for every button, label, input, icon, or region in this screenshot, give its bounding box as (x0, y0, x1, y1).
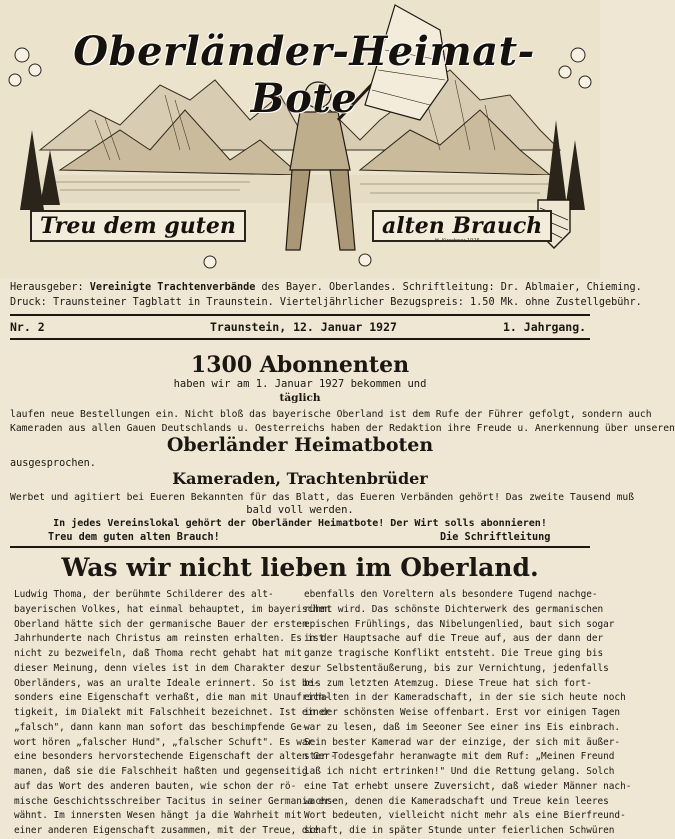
article-line: schaft, die in später Stunde unter feierlichen Schwüren (304, 825, 615, 836)
article-line: Oberland hätte sich der germanische Bauer der ersten (14, 618, 308, 630)
notice-subhead: Kameraden, Trachtenbrüder (172, 469, 428, 488)
divider-top (10, 314, 590, 316)
article-line: rühmt wird. Das schönste Dichterwerk des germanischen (304, 603, 604, 615)
notice-headline: 1300 Abonnenten (190, 352, 410, 378)
closing-right: Die Schriftleitung (440, 532, 551, 543)
article-line: erhalten in der Kameradschaft, in der sie sich heute noch (304, 692, 626, 704)
article-column-right (304, 588, 632, 839)
article-line: „falsch", dann kann man sofort das beschimpfende Ge- (14, 721, 308, 733)
publisher-rest: des Bayer. Oberlandes. (261, 282, 397, 293)
notice-line-6: Werbet und agitiert bei Eueren Bekannten für das Blatt, das Eueren Verbänden gehört! Das zweite Tausend muß (10, 492, 635, 503)
article-line: Ludwig Thoma, der berühmte Schilderer des alt- (14, 589, 274, 600)
publisher-label: Herausgeber: (10, 282, 84, 293)
divider-issue (10, 338, 590, 340)
notice-line-2: täglich (279, 392, 321, 404)
article-line: ganze tragische Konflikt entsteht. Die Treue ging bis (304, 648, 604, 659)
article-line: laß ich nicht ertrinken!" Und die Rettung gelang. Solch (304, 766, 615, 777)
article-line: zur Selbstentäußerung, bis zur Vernichtung, jedenfalls (304, 662, 609, 674)
subscription-price: Vierteljährlicher Bezugspreis: 1.50 Mk. ohne Zustellgebühr. (279, 297, 642, 308)
masthead (0, 0, 600, 278)
article-line: in der Hauptsache auf die Treue auf, aus der dann der (304, 633, 604, 645)
issue-place-date: Traunstein, 12. Januar 1927 (210, 320, 397, 334)
article-line: in der schönsten Weise offenbart. Erst vor einigen Tagen (304, 707, 621, 718)
article-line: bis zum letzten Atemzug. Diese Treue hat sich fort- (304, 677, 592, 689)
notice-line-3: laufen neue Bestellungen ein. Nicht bloß das bayerische Oberland ist dem Rufe der Führer gefolgt, sondern auch (10, 409, 652, 420)
closing-left: Treu dem guten alten Brauch! (48, 532, 220, 543)
article-line: dieser Meinung, denn vieles ist in dem Charakter des (14, 662, 308, 674)
article-headline: Was wir nicht lieben im Oberland. (61, 553, 539, 582)
article-line: sonders eine Eigenschaft verhaßt, die man mit Unaufrich- (14, 692, 331, 704)
issue-volume: 1. Jahrgang. (503, 320, 587, 334)
motto-right: alten Brauch (372, 210, 552, 242)
article-line: wort hören „falscher Hund", „falscher Schuft". Es war (14, 736, 314, 748)
notice-line-1: haben wir am 1. Januar 1927 bekommen und (173, 378, 427, 390)
article-line: Sein bester Kamerad war der einzige, der sich mit äußer- (304, 736, 621, 748)
divider-article (10, 546, 590, 548)
article-line: wähnt. Im innersten Wesen hängt ja die Wahrheit mit (14, 810, 302, 822)
article-line: Jahrhunderte nach Christus am reinsten erhalten. Es ist (14, 633, 325, 645)
article-line: ebenfalls den Voreltern als besondere Tugend nachge- (304, 589, 598, 600)
article-line: manen, daß sie die Falschheit haßten und gegenseitig (14, 766, 308, 777)
article-line: ster Todesgefahr heranwagte mit dem Ruf: „Meinen Freund (304, 751, 615, 763)
article-line: auf das Wort des anderen bauten, wie schon der rö- (14, 780, 297, 792)
publication-info (10, 280, 642, 310)
notice-line-7: bald voll werden. (246, 504, 354, 516)
notice-line-4: Kameraden aus allen Gauen Deutschlands u. Oesterreichs haben der Redaktion ihre Freude u. Anerkennung über unseren (10, 423, 675, 434)
paper-name: Oberländer Heimatboten (166, 434, 434, 456)
publisher-name: Vereinigte Trachtenverbände (89, 282, 256, 293)
notice-line-8: In jedes Vereinslokal gehört der Oberländer Heimatbote! Der Wirt solls abonnieren! (53, 518, 547, 529)
article-line: Oberländers, was an uralte Ideale erinnert. So ist be- (14, 677, 319, 689)
article-line: nicht zu bezweifeln, daß Thoma recht gehabt hat mit (14, 648, 302, 659)
editor-label: Schriftleitung: (402, 282, 495, 293)
notice-line-5: ausgesprochen. (10, 458, 96, 469)
issue-line (10, 320, 590, 338)
article-column-left (14, 588, 336, 839)
article-line: bayerischen Volkes, hat einmal behauptet, im bayerischen (14, 603, 331, 615)
masthead-title: Oberländer-Heimat-Bote (73, 28, 535, 122)
article-line: eine Tat erhebt unsere Zuversicht, daß wieder Männer nach- (304, 780, 632, 792)
article-line: war zu lesen, daß im Seeoner See einer ins Eis einbrach. (304, 721, 621, 733)
printer-label: Druck: (10, 297, 47, 308)
issue-number: Nr. 2 (10, 320, 45, 334)
printer-name: Traunsteiner Tagblatt in Traunstein. (52, 297, 274, 308)
article-line: wachsen, denen die Kameradschaft und Treue kein leeres (304, 795, 609, 807)
motto-left: Treu dem guten (30, 210, 246, 242)
article-line: mische Geschichtsschreiber Tacitus in seiner Germania er- (14, 795, 336, 807)
article-line: eine besonders hervorstechende Eigenschaft der alten Ger- (14, 751, 336, 763)
article-line: tigkeit, im Dialekt mit Falschheit bezeichnet. Ist einer (14, 707, 331, 718)
editor-name: Dr. Ablmaier, Chieming. (500, 282, 642, 293)
illustrator-signature: H. Kirschner 1926 (435, 238, 480, 244)
article-line: epischen Frühlings, das Nibelungenlied, baut sich sogar (304, 618, 615, 630)
article-line: einer anderen Eigenschaft zusammen, mit der Treue, die (14, 825, 319, 836)
article-line: Wort bedeuten, vielleicht nicht mehr als eine Bierfreund- (304, 810, 626, 822)
